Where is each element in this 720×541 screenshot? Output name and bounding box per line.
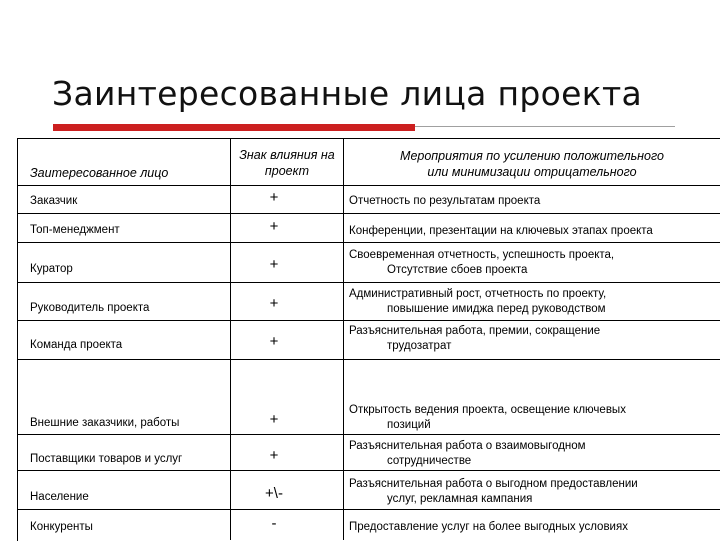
header-influence-line2: проект [264,164,310,178]
influence-sign: + [269,333,279,350]
measure-text: Разъяснительная работа, премии, сокращение трудозатрат [349,325,601,352]
header-divider [17,185,720,186]
stakeholder-name: Конкуренты [30,521,93,533]
measure-text: Разъяснительная работа о выгодном предоставлении услуг, рекламная кампания [349,478,638,505]
measure-text: Административный рост, отчетность по проекту, повышение имиджа перед руководством [349,288,607,315]
influence-sign: + [269,411,279,428]
influence-sign: + [269,256,279,273]
stakeholder-name: Население [30,491,89,503]
row-divider [17,282,720,283]
title-accent-bar [53,124,415,131]
header-measures-line1: Мероприятия по усилению положительного [400,149,664,163]
stakeholder-name: Руководитель проекта [30,302,150,314]
title-underline [415,126,675,127]
row-divider [17,470,720,471]
influence-sign: + [269,295,279,312]
header-measures-line2: или минимизации отрицательного [427,165,637,179]
stakeholder-name: Поставщики товаров и услуг [30,453,183,465]
column-divider [343,138,344,540]
influence-sign: - [271,515,277,532]
influence-sign: +\- [265,485,283,502]
influence-sign: + [269,447,279,464]
measure-text: Открытость ведения проекта, освещение ключевых позиций [349,404,626,431]
row-divider [17,320,720,321]
row-divider [17,509,720,510]
row-divider [17,359,720,360]
header-stakeholder: Заитересованное лицо [30,166,169,180]
measure-text: Своевременная отчетность, успешность проекта, Отсутствие сбоев проекта [349,249,615,276]
measure-text: Конференции, презентации на ключевых этапах проекта [349,225,653,237]
measure-text: Разъяснительная работа о взаимовыгодном сотрудничестве [349,440,586,467]
measure-text: Предоставление услуг на более выгодных условиях [349,521,628,533]
stakeholder-name: Внешние заказчики, работы [30,417,180,429]
stakeholder-name: Куратор [30,263,73,275]
influence-sign: + [269,218,279,235]
slide-title: Заинтересованные лица проекта [52,74,642,113]
measure-text: Отчетность по результатам проекта [349,195,541,207]
row-divider [17,242,720,243]
column-divider [230,138,231,540]
stakeholder-name: Топ-менеджмент [30,224,120,236]
influence-sign: + [269,189,279,206]
stakeholder-name: Команда проекта [30,339,123,351]
row-divider [17,434,720,435]
stakeholder-name: Заказчик [30,195,78,207]
row-divider [17,213,720,214]
header-influence-line1: Знак влияния на [239,148,335,162]
